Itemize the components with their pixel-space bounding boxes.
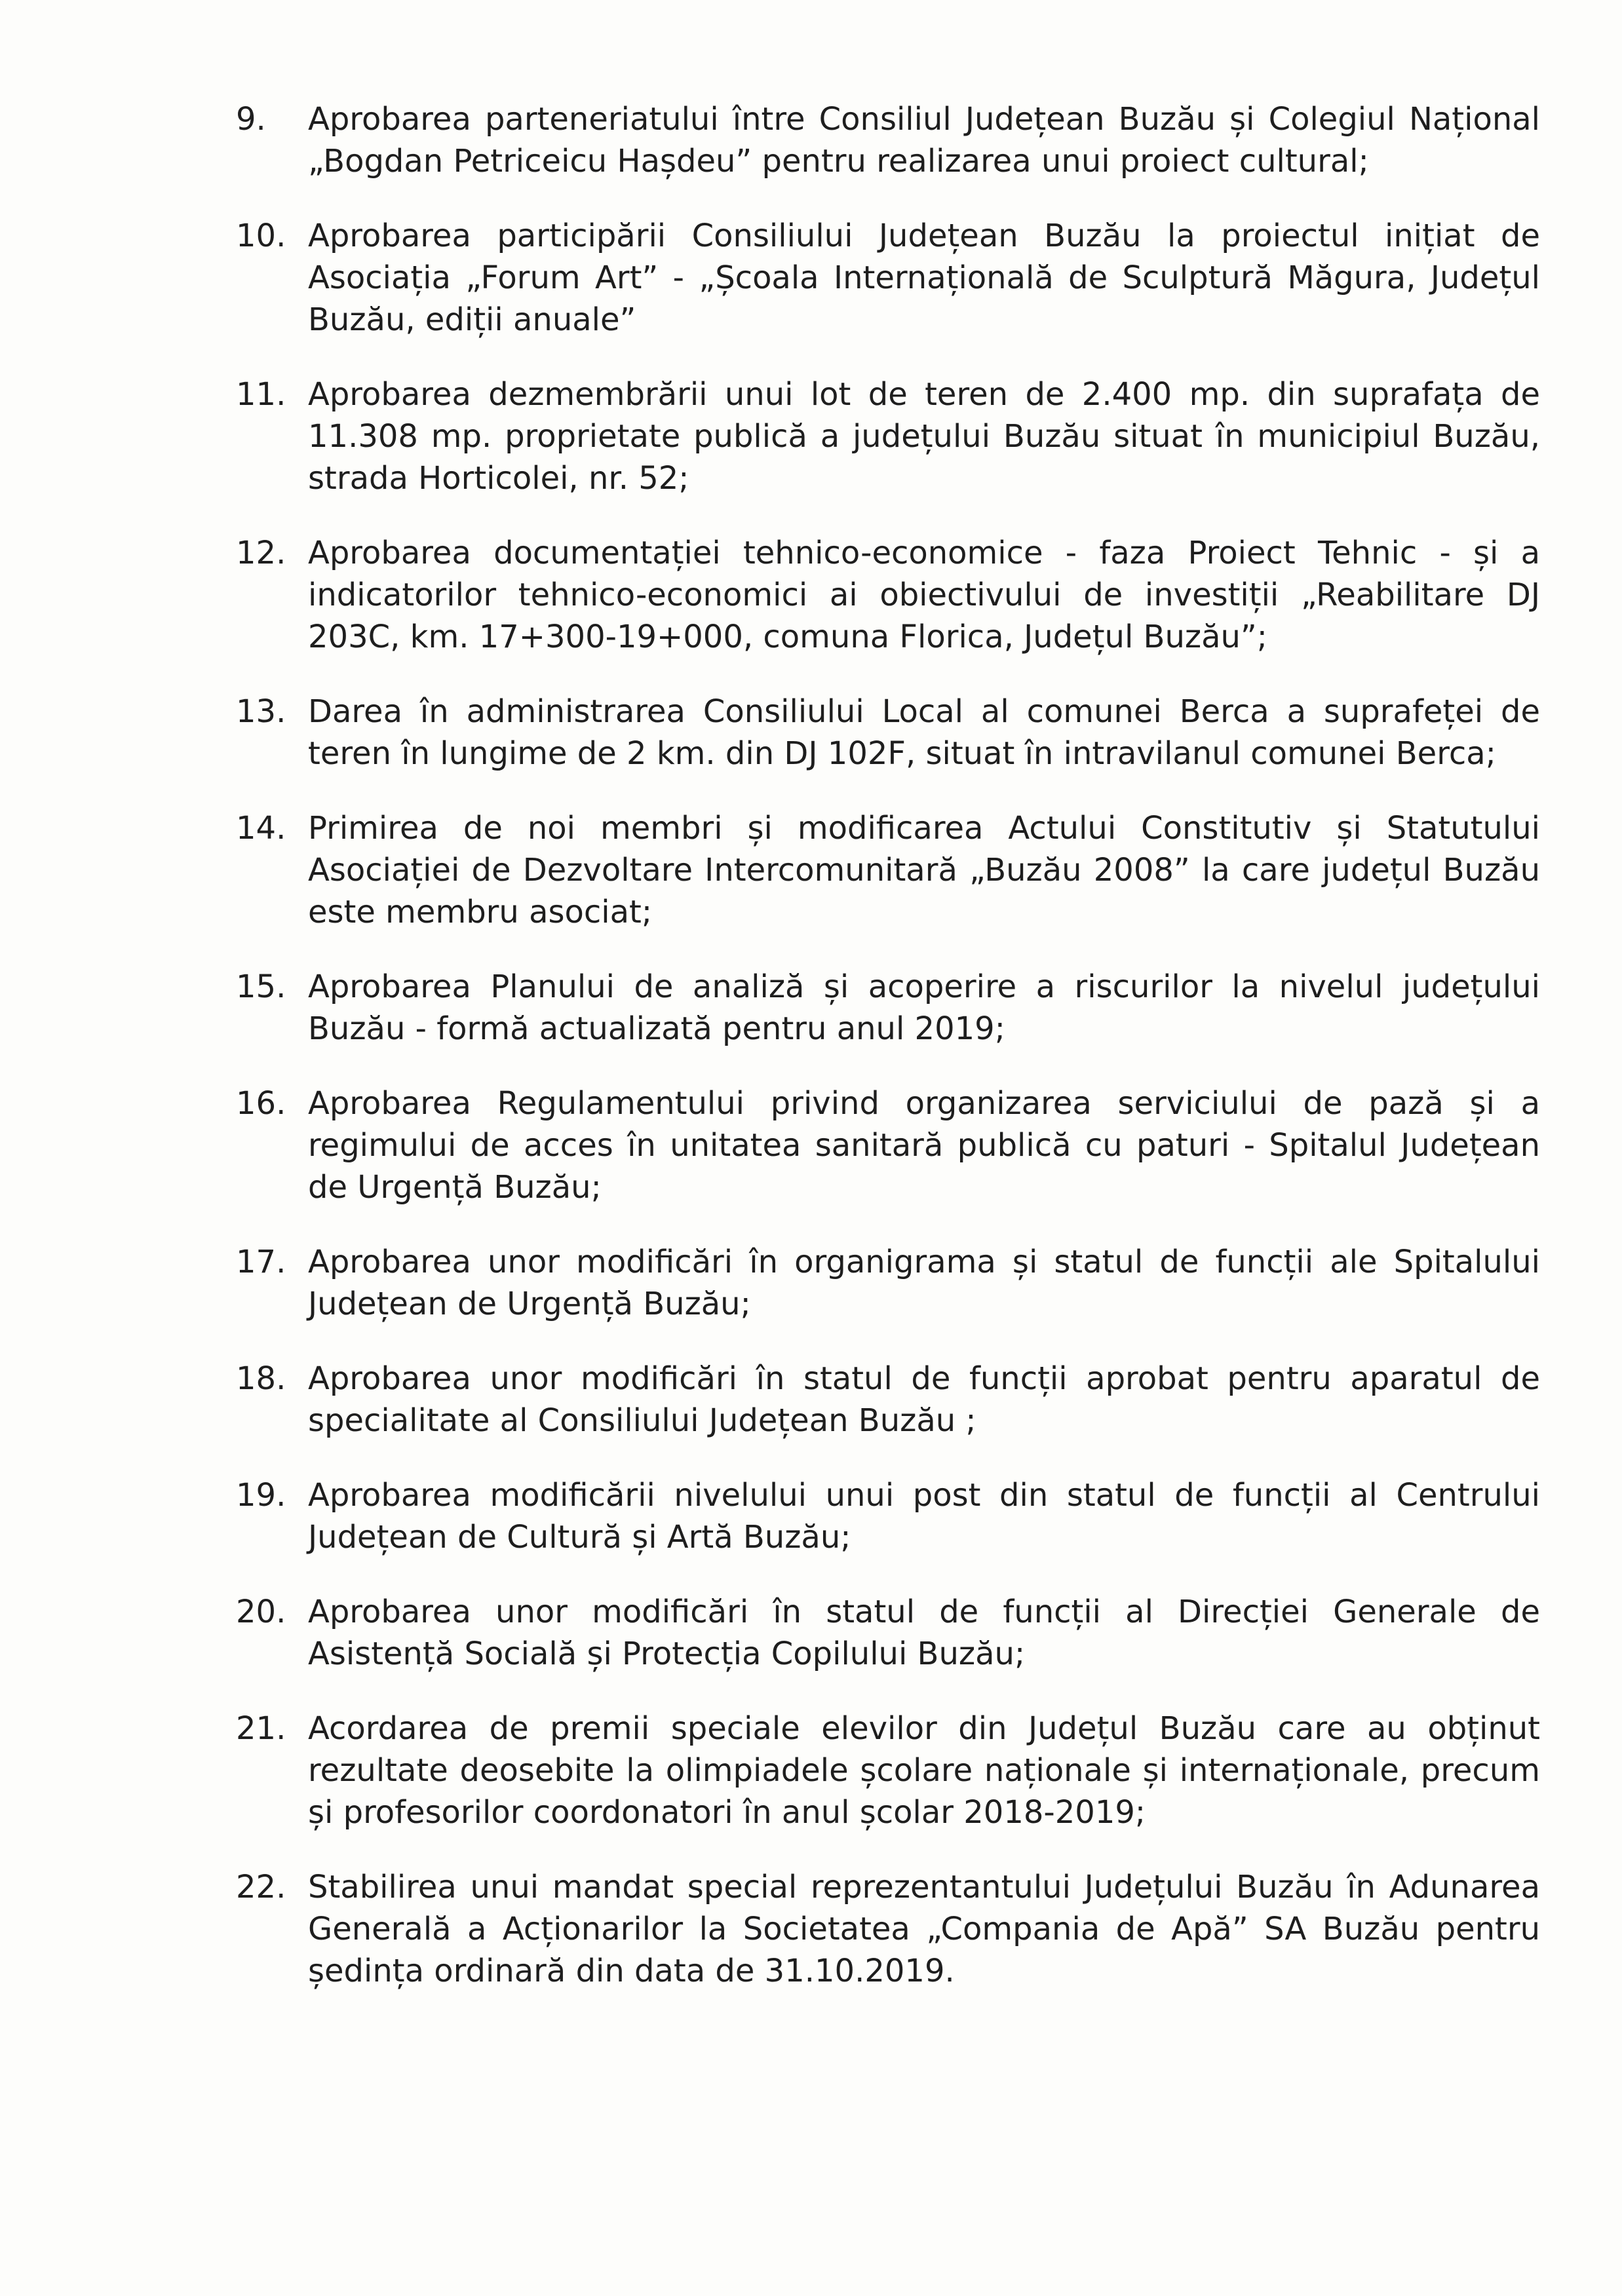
agenda-item-text: Darea în administrarea Consiliului Local al comunei Berca a suprafeței de teren în lungime de 2 km. din DJ 102F, situat în intravilanul comunei Berca; bbox=[308, 693, 1540, 772]
agenda-list bbox=[236, 98, 1540, 2025]
agenda-item-text: Aprobarea documentației tehnico-economice - faza Proiect Tehnic - și a indicatorilor tehnico-economici ai obiectivului de investiții „Reabilitare DJ 203C, km. 17+300-19+000, comuna Florica, Județul Buzău”; bbox=[308, 535, 1540, 655]
agenda-item-13 bbox=[236, 691, 1540, 775]
agenda-item-text: Aprobarea parteneriatului între Consiliul Județean Buzău și Colegiul Național „Bogdan Petriceicu Hașdeu” pentru realizarea unui proiect cultural; bbox=[308, 101, 1540, 180]
agenda-item-10 bbox=[236, 215, 1540, 341]
agenda-item-number: 9. bbox=[236, 101, 266, 138]
agenda-item-text: Aprobarea modificării nivelului unui post din statul de funcții al Centrului Județean de Cultură și Artă Buzău; bbox=[308, 1477, 1540, 1556]
agenda-item-9 bbox=[236, 98, 1540, 182]
agenda-item-19 bbox=[236, 1474, 1540, 1558]
agenda-item-21 bbox=[236, 1708, 1540, 1833]
agenda-item-number: 19. bbox=[236, 1477, 286, 1514]
agenda-item-number: 14. bbox=[236, 810, 286, 847]
agenda-item-number: 20. bbox=[236, 1594, 286, 1630]
agenda-item-text: Aprobarea dezmembrării unui lot de teren de 2.400 mp. din suprafața de 11.308 mp. proprietate publică a județului Buzău situat în municipiul Buzău, strada Horticolei, nr. 52; bbox=[308, 376, 1540, 497]
agenda-item-12 bbox=[236, 532, 1540, 658]
agenda-item-number: 16. bbox=[236, 1085, 286, 1122]
agenda-item-number: 22. bbox=[236, 1869, 286, 1905]
agenda-item-11 bbox=[236, 373, 1540, 499]
agenda-item-text: Aprobarea Planului de analiză și acoperire a riscurilor la nivelul județului Buzău - formă actualizată pentru anul 2019; bbox=[308, 968, 1540, 1047]
agenda-item-14 bbox=[236, 807, 1540, 933]
agenda-item-15 bbox=[236, 966, 1540, 1050]
agenda-item-text: Aprobarea participării Consiliului Județean Buzău la proiectul inițiat de Asociația „Forum Art” - „Școala Internațională de Sculptură Măgura, Județul Buzău, ediții anuale” bbox=[308, 218, 1540, 338]
agenda-item-number: 15. bbox=[236, 968, 286, 1005]
agenda-item-number: 11. bbox=[236, 376, 286, 413]
agenda-item-16 bbox=[236, 1082, 1540, 1208]
agenda-item-18 bbox=[236, 1358, 1540, 1442]
agenda-item-number: 12. bbox=[236, 535, 286, 571]
agenda-item-20 bbox=[236, 1591, 1540, 1675]
agenda-item-17 bbox=[236, 1241, 1540, 1325]
agenda-item-text: Stabilirea unui mandat special reprezentantului Județului Buzău în Adunarea Generală a Acționarilor la Societatea „Compania de Apă” SA Buzău pentru ședința ordinară din data de 31.10.2019. bbox=[308, 1869, 1540, 1989]
agenda-item-22 bbox=[236, 1866, 1540, 1992]
agenda-item-text: Aprobarea unor modificări în statul de funcții aprobat pentru aparatul de specialitate al Consiliului Județean Buzău ; bbox=[308, 1360, 1540, 1439]
agenda-item-text: Primirea de noi membri și modificarea Actului Constitutiv și Statutului Asociației de Dezvoltare Intercomunitară „Buzău 2008” la care județul Buzău este membru asociat; bbox=[308, 810, 1540, 930]
agenda-item-number: 17. bbox=[236, 1244, 286, 1280]
agenda-item-number: 10. bbox=[236, 218, 286, 254]
agenda-item-text: Aprobarea Regulamentului privind organizarea serviciului de pază și a regimului de acces în unitatea sanitară publică cu paturi - Spitalul Județean de Urgență Buzău; bbox=[308, 1085, 1540, 1206]
agenda-item-number: 13. bbox=[236, 693, 286, 730]
agenda-item-number: 21. bbox=[236, 1710, 286, 1747]
agenda-item-text: Aprobarea unor modificări în organigrama și statul de funcții ale Spitalului Județean de Urgență Buzău; bbox=[308, 1244, 1540, 1322]
agenda-item-number: 18. bbox=[236, 1360, 286, 1397]
agenda-item-text: Acordarea de premii speciale elevilor din Județul Buzău care au obținut rezultate deosebite la olimpiadele școlare naționale și internaționale, precum și profesorilor coordonatori în anul școlar 2018-2019; bbox=[308, 1710, 1540, 1831]
agenda-item-text: Aprobarea unor modificări în statul de funcții al Direcției Generale de Asistență Socială și Protecția Copilului Buzău; bbox=[308, 1594, 1540, 1672]
